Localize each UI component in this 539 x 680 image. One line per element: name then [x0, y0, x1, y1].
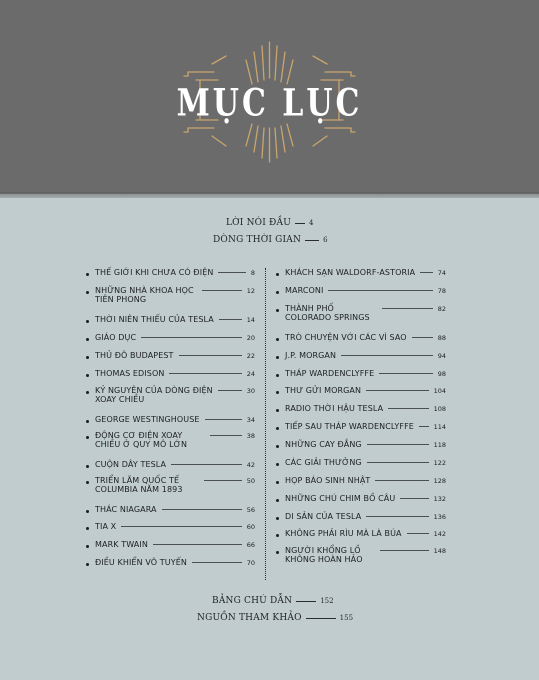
toc-entry-title: THÁC NIAGARA	[95, 505, 157, 514]
toc-front-page: 6	[323, 236, 328, 244]
toc-entry-page: 50	[246, 477, 255, 485]
toc-entry-page: 88	[437, 334, 446, 342]
bullet-icon	[86, 420, 89, 423]
toc-entry-page: 142	[433, 530, 446, 538]
toc-entry[interactable]	[86, 505, 255, 514]
bullet-icon	[276, 409, 279, 412]
toc-entry-page: 60	[246, 523, 255, 531]
leader-line	[296, 601, 316, 602]
toc-entry-page: 74	[437, 269, 446, 277]
leader-line	[171, 464, 242, 465]
leader-line	[162, 509, 242, 510]
toc-entry-title: NHỮNG NHÀ KHOA HỌC TIÊN PHONG	[95, 286, 194, 304]
bullet-icon	[86, 510, 89, 513]
toc-entry-page: 14	[246, 316, 255, 324]
bullet-icon	[86, 545, 89, 548]
toc-entry-page: 108	[433, 405, 446, 413]
leader-line	[218, 390, 242, 391]
bullet-icon	[276, 463, 279, 466]
leader-line	[407, 533, 429, 534]
toc-entry-title: J.P. MORGAN	[285, 351, 337, 360]
toc-entry-title: MARK TWAIN	[95, 540, 148, 549]
bullet-icon	[86, 320, 89, 323]
toc-body	[0, 198, 539, 680]
toc-entry[interactable]	[276, 440, 446, 449]
toc-entry[interactable]	[86, 369, 255, 378]
leader-line	[420, 272, 433, 273]
bullet-icon	[276, 551, 279, 554]
toc-entry-page: 78	[437, 287, 446, 295]
bullet-icon	[86, 465, 89, 468]
toc-entry-title: THỜI NIÊN THIẾU CỦA TESLA	[95, 315, 214, 324]
toc-entry[interactable]	[86, 558, 255, 567]
toc-entry[interactable]	[86, 315, 255, 324]
toc-entry-page: 94	[437, 352, 446, 360]
toc-back-page: 155	[339, 614, 354, 622]
leader-line	[202, 290, 242, 291]
toc-entry-title: GIÁO DỤC	[95, 333, 137, 342]
toc-entry[interactable]	[86, 286, 255, 304]
toc-entry-page: 66	[246, 541, 255, 549]
toc-entry[interactable]	[276, 404, 446, 413]
toc-entry-page: 118	[433, 441, 446, 449]
leader-line	[388, 408, 428, 409]
toc-entry-page: 24	[246, 370, 255, 378]
bullet-icon	[276, 445, 279, 448]
toc-entry[interactable]	[86, 351, 255, 360]
toc-entry-title: TRÒ CHUYỆN VỚI CÁC VÌ SAO	[285, 333, 407, 342]
bullet-icon	[276, 481, 279, 484]
bullet-icon	[276, 534, 279, 537]
toc-entry[interactable]	[86, 476, 255, 494]
toc-entry[interactable]	[276, 512, 446, 521]
toc-entry-page: 56	[246, 506, 255, 514]
leader-line	[210, 435, 242, 436]
leader-line	[366, 390, 428, 391]
toc-entry-page: 8	[250, 269, 255, 277]
toc-entry-title: NHỮNG CHÚ CHIM BỒ CÂU	[285, 494, 396, 503]
toc-entry-page: 30	[246, 387, 255, 395]
toc-back-entry	[197, 613, 353, 623]
toc-entry-page: 22	[246, 352, 255, 360]
toc-entry-page: 12	[246, 287, 255, 295]
toc-entry-title: THÁP WARDENCLYFFE	[285, 369, 375, 378]
bullet-icon	[86, 391, 89, 394]
toc-entry[interactable]	[86, 431, 255, 449]
bullet-icon	[86, 374, 89, 377]
toc-entry-title: GEORGE WESTINGHOUSE	[95, 415, 200, 424]
bullet-icon	[276, 517, 279, 520]
toc-entry-title: TIA X	[95, 522, 117, 531]
toc-entry-title: THẾ GIỚI KHI CHƯA CÓ ĐIỆN	[95, 268, 214, 277]
leader-line	[367, 462, 429, 463]
bullet-icon	[276, 338, 279, 341]
leader-line	[219, 319, 242, 320]
toc-entry-title: THOMAS EDISON	[95, 369, 165, 378]
toc-front-page: 4	[309, 219, 314, 227]
page-title: MỤC LỤC	[176, 81, 363, 126]
bullet-icon	[276, 273, 279, 276]
toc-entry-page: 128	[433, 477, 446, 485]
toc-entry-title: NHỮNG CAY ĐẮNG	[285, 440, 362, 449]
leader-line	[121, 526, 241, 527]
bullet-icon	[276, 391, 279, 394]
toc-entry[interactable]	[86, 540, 255, 549]
toc-entry-title: MARCONI	[285, 286, 324, 295]
leader-line	[192, 562, 242, 563]
bullet-icon	[86, 481, 89, 484]
leader-line	[367, 444, 429, 445]
toc-entry-page: 82	[437, 305, 446, 313]
bullet-icon	[276, 356, 279, 359]
column-divider	[265, 268, 266, 580]
toc-entry[interactable]	[276, 458, 446, 467]
toc-entry-page: 38	[246, 432, 255, 440]
toc-entry[interactable]	[276, 476, 446, 485]
bullet-icon	[276, 499, 279, 502]
toc-entry[interactable]	[276, 386, 446, 395]
toc-entry[interactable]	[276, 286, 446, 295]
leader-line	[169, 373, 241, 374]
toc-entry-page: 132	[433, 495, 446, 503]
toc-entry[interactable]	[86, 386, 255, 404]
toc-back-title: BẢNG CHÚ DẪN	[212, 596, 293, 606]
bullet-icon	[86, 356, 89, 359]
bullet-icon	[86, 338, 89, 341]
toc-entry-page: 42	[246, 461, 255, 469]
toc-entry-title: CUỘN DÂY TESLA	[95, 460, 167, 469]
leader-line	[328, 290, 432, 291]
toc-entry-title: THƯ GỬI MORGAN	[285, 386, 362, 395]
toc-entry-title: KHÔNG PHẢI RÌU MÀ LÀ BÚA	[285, 529, 402, 538]
toc-entry-page: 98	[437, 370, 446, 378]
toc-entry-page: 70	[246, 559, 255, 567]
toc-entry-title: TRIỂN LÃM QUỐC TẾ COLUMBIA NĂM 1893	[95, 476, 183, 494]
leader-line	[179, 355, 242, 356]
toc-entry-title: RADIO THỜI HẬU TESLA	[285, 404, 384, 413]
toc-entry-title: DI SẢN CỦA TESLA	[285, 512, 362, 521]
bullet-icon	[276, 309, 279, 312]
leader-line	[341, 355, 433, 356]
toc-entry[interactable]	[86, 268, 255, 277]
toc-entry[interactable]	[86, 333, 255, 342]
bullet-icon	[276, 291, 279, 294]
leader-line	[204, 480, 242, 481]
toc-front-title: LỜI NÓI ĐẦU	[226, 218, 291, 228]
header-banner	[0, 0, 539, 194]
bullet-icon	[86, 273, 89, 276]
leader-line	[379, 373, 432, 374]
leader-line	[205, 419, 242, 420]
toc-entry-title: NGƯỜI KHỔNG LỒ KHÔNG HOÀN HẢO	[285, 546, 363, 564]
bullet-icon	[86, 527, 89, 530]
leader-line	[366, 516, 428, 517]
toc-entry[interactable]	[276, 268, 446, 277]
toc-entry[interactable]	[276, 333, 446, 342]
leader-line	[305, 240, 319, 241]
bullet-icon	[276, 427, 279, 430]
toc-entry-title: THỦ ĐÔ BUDAPEST	[95, 351, 174, 360]
toc-entry-page: 148	[433, 547, 446, 555]
leader-line	[141, 337, 242, 338]
leader-line	[218, 272, 245, 273]
bullet-icon	[86, 291, 89, 294]
toc-entry[interactable]	[276, 494, 446, 503]
toc-entry-title: THÀNH PHỐ COLORADO SPRINGS	[285, 304, 370, 322]
leader-line	[382, 308, 433, 309]
leader-line	[400, 498, 428, 499]
toc-entry-page: 122	[433, 459, 446, 467]
toc-entry-title: TIẾP SAU THÁP WARDENCLYFFE	[285, 422, 414, 431]
toc-entry[interactable]	[86, 415, 255, 424]
bullet-icon	[276, 374, 279, 377]
toc-front-title: DÒNG THỜI GIAN	[213, 235, 302, 245]
toc-entry[interactable]	[86, 522, 255, 531]
toc-entry[interactable]	[86, 460, 255, 469]
toc-entry-page: 34	[246, 416, 255, 424]
toc-entry-page: 114	[433, 423, 446, 431]
toc-entry-title: KỶ NGUYÊN CỦA DÒNG ĐIỆN XOAY CHIỀU	[95, 386, 213, 404]
toc-entry-title: ĐỘNG CƠ ĐIỆN XOAY CHIỀU Ở QUY MÔ LỚN	[95, 431, 188, 449]
toc-entry[interactable]	[276, 529, 446, 538]
leader-line	[380, 550, 429, 551]
toc-entry-title: CÁC GIẢI THƯỞNG	[285, 458, 362, 467]
bullet-icon	[86, 563, 89, 566]
toc-entry[interactable]	[276, 351, 446, 360]
leader-line	[412, 337, 433, 338]
bullet-icon	[86, 436, 89, 439]
toc-front-entry	[213, 235, 328, 245]
toc-entry-page: 20	[246, 334, 255, 342]
toc-front-entry	[226, 218, 313, 228]
toc-entry-title: ĐIỀU KHIỂN VÔ TUYẾN	[95, 558, 187, 567]
toc-entry[interactable]	[276, 546, 446, 564]
leader-line	[375, 480, 428, 481]
leader-line	[419, 426, 429, 427]
toc-entry-title: KHÁCH SẠN WALDORF-ASTORIA	[285, 268, 416, 277]
toc-entry-page: 136	[433, 513, 446, 521]
toc-entry-page: 104	[433, 387, 446, 395]
toc-entry-title: HỌP BÁO SINH NHẬT	[285, 476, 371, 485]
toc-entry[interactable]	[276, 304, 446, 322]
toc-entry[interactable]	[276, 369, 446, 378]
toc-back-title: NGUỒN THAM KHẢO	[197, 613, 302, 623]
toc-back-entry	[212, 596, 334, 606]
leader-line	[153, 544, 242, 545]
toc-entry[interactable]	[276, 422, 446, 431]
toc-back-page: 152	[320, 597, 334, 605]
leader-line	[306, 618, 336, 619]
leader-line	[295, 223, 305, 224]
